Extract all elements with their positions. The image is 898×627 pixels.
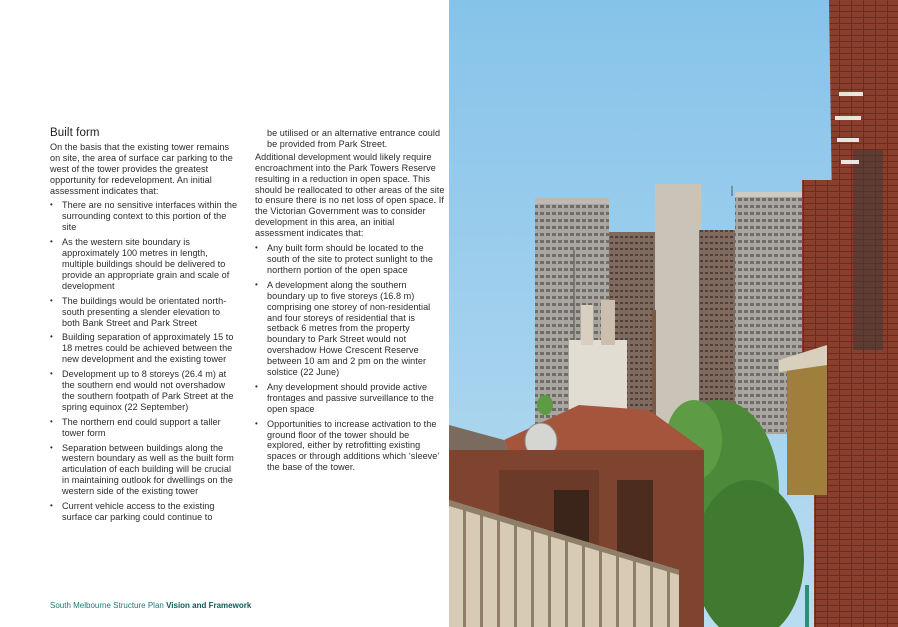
list-item: • The buildings would be orientated north-south presenting a slender elevation to both Bank Street and Park Street <box>50 296 238 329</box>
text-column-2 <box>255 128 445 477</box>
list-item: • Opportunities to increase activation to the ground floor of the tower should be explored, either by retrofitting existing spaces or through additions which ‘sleeve’ the base of the tower. <box>255 419 445 474</box>
footer-plan-name: South Melbourne Structure Plan <box>50 601 164 610</box>
list-item: • The northern end could support a taller tower form <box>50 417 238 439</box>
tower-photo <box>449 0 898 627</box>
text-column-1 <box>50 128 238 527</box>
list-item: • As the western site boundary is approximately 100 metres in length, multiple buildings should be delivered to provide an appropriate grain and scale of development <box>50 237 238 292</box>
list-item: • Separation between buildings along the western boundary as well as the built form articulation of each building will be crucial in maintaining outlook for dwellings on the western side of the existing tower <box>50 443 238 498</box>
list-item: • There are no sensitive interfaces within the surrounding context to this portion of the site <box>50 200 238 233</box>
section-heading: Built form <box>50 127 100 139</box>
continued-bullet-text: be utilised or an alternative entrance could be provided from Park Street. <box>267 128 441 149</box>
list-item: • Development up to 8 storeys (26.4 m) at the southern end would not overshadow the southern footpath of Park Street at the spring equinox (22 September) <box>50 369 238 413</box>
bullet-list <box>255 243 445 473</box>
reserve-paragraph: Additional development would likely require encroachment into the Park Towers Reserve resulting in a reduction in open space. This should be reallocated to other areas of the site to ensure there is no net loss of open space. If the Victorian Government was to consider development in this area, an initial assessment indicates that: <box>255 151 445 239</box>
list-item: • Any built form should be located to the south of the site to protect sunlight to the northern portion of the open space <box>255 243 445 276</box>
list-item: • A development along the southern boundary up to five storeys (16.8 m) comprising one storey of non-residential and four storeys of residential that is setback 6 metres from the property boundary to Park Street would not overshadow Howe Crescent Reserve between 10 am and 2 pm on the winter solstice (22 June) <box>255 280 445 378</box>
bullet-list <box>50 200 238 522</box>
intro-paragraph: On the basis that the existing tower remains on site, the area of surface car parking to the west of the tower provides the greatest opportunity for redevelopment. An initial assessment indicates that: <box>50 141 233 196</box>
list-item: • Any development should provide active frontages and passive surveillance to the open space <box>255 382 445 415</box>
page-footer <box>50 601 251 610</box>
list-item: • Current vehicle access to the existing surface car parking could continue to <box>50 501 238 523</box>
tower-photo-illustration <box>449 0 898 627</box>
footer-section-name: Vision and Framework <box>166 601 252 610</box>
list-item: • Building separation of approximately 15 to 18 metres could be achieved between the new development and the existing tower <box>50 332 238 365</box>
